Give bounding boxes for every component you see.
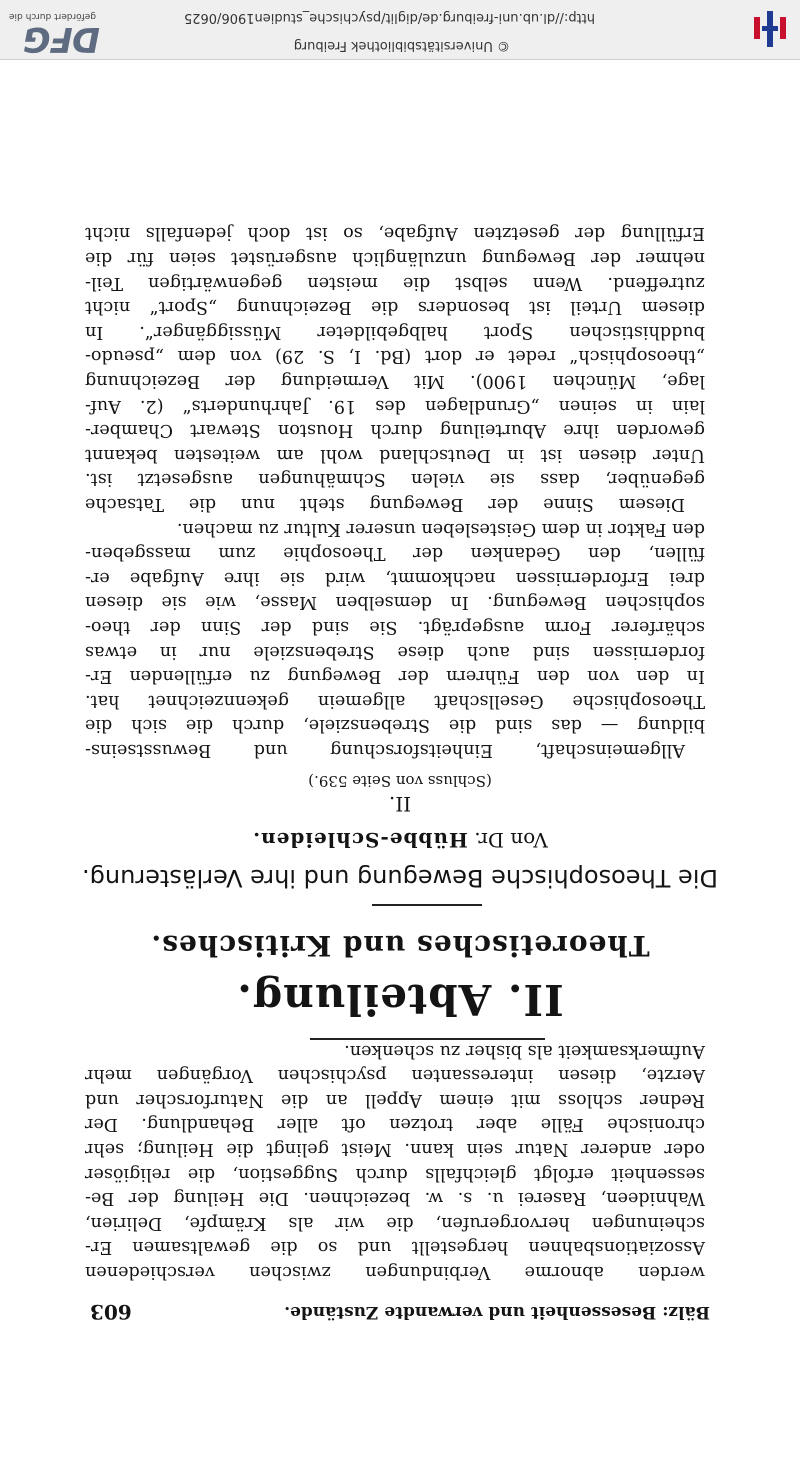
article-part-number: II.	[388, 792, 412, 816]
continuation-note: (Schluss von Seite 539.)	[308, 772, 492, 790]
copyright-notice: © Universitätsbibliothek Freiburg	[293, 38, 510, 53]
text-line: geworden ihre Aburteilung durch Houston Stewart Chamber-	[85, 420, 705, 441]
article-author	[0, 828, 800, 852]
source-url-link[interactable]: http://dl.ub.uni-freiburg.de/diglit/psychische_studien1906/0625	[183, 10, 595, 25]
text-line: bildung — das sind die Strebensziele, durch die sich die	[85, 715, 705, 736]
text-line: zutreffend. Wenn selbst die meisten gegenwärtigen Teil-	[85, 272, 705, 293]
running-title: Bälz: Besessenheit und verwandte Zustände.	[284, 1302, 710, 1322]
text-line: „theosophisch“ redet er dort (Bd. I, S. 29) von dem „pseudo-	[85, 346, 705, 367]
text-line: Allgemeinschaft, Einheitsforschung und Bewusstseins-	[85, 740, 685, 760]
body-paragraph	[85, 516, 705, 762]
text-line: Assoziationsbahnen hergestellt und so die gewaltsamen Er-	[85, 1237, 705, 1258]
scan-header-bar	[0, 0, 800, 60]
separator-rule	[310, 1038, 545, 1040]
text-line: den Faktor in dem Geistesleben unserer Kultur zu machen.	[176, 518, 705, 539]
text-line: chronische Fälle aber trotzen oft aller Behandlung. Der	[85, 1114, 705, 1135]
author-prefix: Von Dr.	[474, 828, 548, 852]
text-line: diesem Urteil ist besonders die Bezeichnung „Sport“ nicht	[85, 297, 705, 318]
text-line: sophischen Bewegung. In demselben Masse, wie sie diesen	[85, 592, 705, 613]
text-line: Wahnideen, Raserei u. s. w. bezeichnen. Die Heilung der Be-	[85, 1188, 705, 1209]
text-line: Unter diesen ist in Deutschland wohl am weitesten bekannt	[85, 444, 705, 465]
running-head	[90, 1292, 710, 1322]
text-line: Diesem Sinne der Bewegung steht nun die Tatsache	[85, 494, 685, 514]
text-line: Theosophische Gesellschaft allgemein gekennzeichnet hat.	[85, 690, 705, 711]
author-name: Hübbe-Schleiden.	[252, 828, 468, 852]
intro-paragraph	[85, 1038, 705, 1284]
text-line: gegenüber, dass sie vielen Schmähungen ausgesetzt ist.	[85, 469, 705, 490]
text-line: buddhistischen Sport halbgebildeter Müssiggänger“. In	[85, 321, 705, 342]
text-line: Erfüllung der gesetzten Aufgabe, so ist doch jedenfalls nicht	[85, 223, 705, 244]
text-line: schärferer Form ausgeprägt. Sie sind der Sinn der theo-	[85, 617, 705, 638]
text-line: drei Erfordernissen nachkommt, wird sie ihre Aufgabe er-	[85, 567, 705, 588]
section-subtitle: Theoretisches und Kritisches.	[150, 929, 650, 962]
separator-rule	[372, 905, 482, 907]
text-line: In den von den Führern der Bewegung zu erfüllenden Er-	[85, 666, 705, 687]
text-line: Redner schloss mit einem Appell an die Naturforscher und	[85, 1089, 705, 1110]
text-line: fordernissen sind auch diese Strebensziele nur in etwas	[85, 641, 705, 662]
text-line: scheinungen hervorgerufen, die wir als Krämpfe, Delirien,	[85, 1212, 705, 1233]
page-number: 603	[90, 1300, 132, 1324]
dfg-logo-text: DFG	[23, 19, 100, 59]
text-line: füllen, den Gedanken der Theosophie zum massgeben-	[85, 543, 705, 564]
text-line: lain in seinen „Grundlagen des 19. Jahrhunderts“ (2. Auf-	[85, 395, 705, 416]
body-paragraph	[85, 221, 705, 516]
text-line: lage, München 1900). Mit Vermeidung der Bezeichnung	[85, 371, 705, 392]
text-line: Aufmerksamkeit als bisher zu schenken.	[344, 1040, 705, 1061]
text-line: werden abnorme Verbindungen zwischen verschiedenen	[85, 1262, 705, 1282]
dfg-logo	[8, 5, 100, 59]
text-line: Aerzte, diesen interessanten psychischen Vorgängen mehr	[85, 1065, 705, 1086]
ub-freiburg-logo-icon	[750, 9, 790, 49]
article-title: Die Theosophische Bewegung und ihre Verlästerung.	[82, 864, 718, 892]
dfg-logo-subtext: gefördert durch die	[9, 11, 96, 21]
section-title: II. Abteilung.	[236, 975, 564, 1024]
text-line: nehmer der Bewegung unzulänglich ausgerüstet seien für die	[85, 248, 705, 269]
text-line: sessenheit erfolgt gleichfalls durch Suggestion, die religiöser	[85, 1163, 705, 1184]
text-line: oder anderer Natur sein kann. Meist gelingt die Heilung; sehr	[85, 1139, 705, 1160]
